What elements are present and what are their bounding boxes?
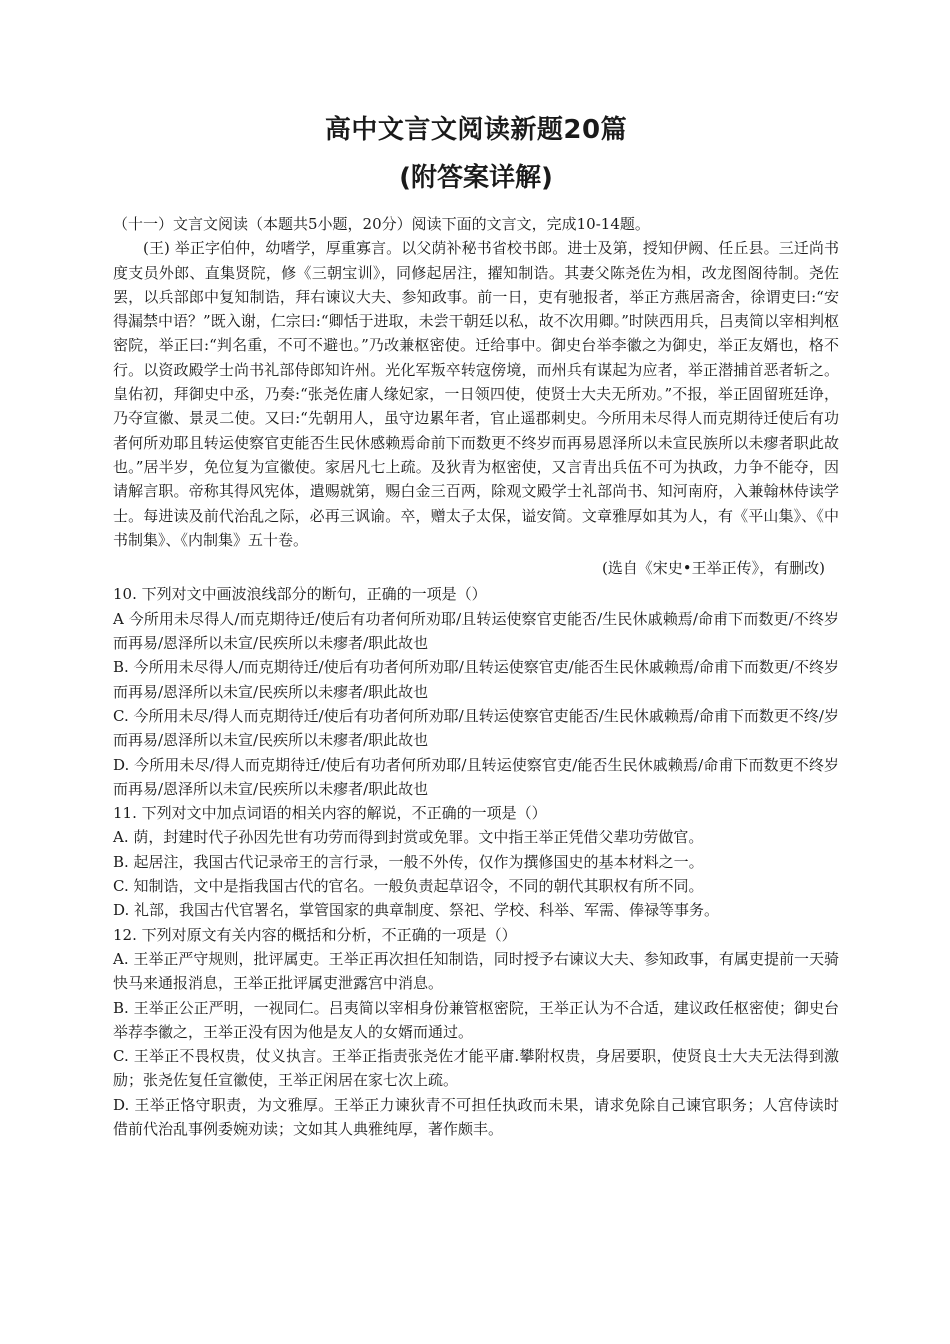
option-d: D. 王举正恪守职责，为文雅厚。王举正力谏狄青不可担任执政而未果，请求免除自己谏官职务；人宫侍读时借前代治乱事例委婉劝读；文如其人典雅纯厚，著作颇丰。: [113, 1095, 839, 1138]
option-b: B. 今所用未尽得人/而克期待迁/使后有功者何所劝耶/且转运使察官吏/能否生民休戚赖焉/命甫下而数更/不终岁而再易/恩泽所以未宣/民疾所以未瘳者/职此故也: [113, 658, 839, 701]
document-subtitle: (附答案详解): [399, 163, 553, 193]
classical-passage: (王) 举正字伯仲，幼嗜学，厚重寡言。以父荫补秘书省校书郎。进士及第，授知伊阙、任丘县。三迁尚书度支员外郎、直集贤院，修《三朝宝训》，同修起居注，擢知制诰。其妻父陈尧佐为相，改龙图阁待制。尧佐罢，以兵部郎中复知制诰，拜右谏议大夫、参知政事。前一日，吏有驰报者，举正方燕居斋舍，徐谓吏曰:“安得漏禁中语？”既入谢，仁宗曰:“卿恬于进取，未尝干朝廷以私，故不次用卿。”时陕西用兵，吕夷简以宰相判枢密院，举正曰:“判名重，不可不避也。”乃改兼枢密使。迁给事中。御史台举李徽之为御史，举正友婿也，格不行。以资政殿学士尚书礼部侍郎知许州。光化军叛卒转寇傍境，而州兵有谋起为应者，举正潜捕首恶者斩之。皇佑初，拜御史中丞，乃奏:“张尧佐庸人缘妃家，一日领四使，使贤士大夫无所劝。”不报，举正固留班廷诤，乃夺宣徽、景灵二使。又曰:“先朝用人，虽守边累年者，官止遥郡刺史。今所用未尽得人而克期待迁使后有功者何所劝耶且转运使察官吏能否生民休感赖焉命前下而数更不终岁而再易恩泽所以未宣民族所以未瘳者职此故也。”居半岁，免位复为宣徽使。家居凡七上疏。及狄青为枢密使，又言青出兵伍不可为执政，力争不能夺，因请解言职。帝称其得风宪体，遣赐就第，赐白金三百两，除观文殿学士礼部尚书、知河南府，入兼翰林侍读学士。每进读及前代治乱之际，必再三讽谕。卒，赠太子太保，谥安简。文章雅厚如其为人，有《平山集》、《中书制集》、《内制集》五十卷。: [113, 239, 839, 549]
question-stem: 11. 下列对文中加点词语的相关内容的解说，不正确的一项是（）: [113, 804, 547, 823]
option-b: B. 王举正公正严明，一视同仁。吕夷简以宰相身份兼管枢密院，王举正认为不合适，建议政任枢密使；御史台举荐李徽之，王举正没有因为他是友人的女婿而通过。: [113, 998, 839, 1041]
option-a: A 今所用未尽得人/而克期待迁/使后有功者何所劝耶/且转运使察官吏能否/生民休戚赖焉/命甫下而数更/不终岁而再易/恩泽所以未宣/民疾所以未瘳者/职此故也: [113, 609, 839, 653]
option-b: B. 起居注，我国古代记录帝王的言行录，一般不外传，仅作为撰修国史的基本材料之一。: [113, 852, 704, 871]
question-stem: 12. 下列对原文有关内容的概括和分析，不正确的一项是（）: [113, 925, 517, 944]
option-d: D. 礼部，我国古代官署名，掌管国家的典章制度、祭祀、学校、科举、军需、俸禄等事务。: [113, 901, 720, 920]
option-a: A. 荫，封建时代子孙因先世有功劳而得到封赏或免罪。文中指王举正凭借父辈功劳做官。: [113, 828, 704, 847]
document-title: 高中文言文阅读新题20篇: [324, 115, 628, 145]
question-12: [113, 923, 839, 1142]
option-d: D. 今所用未尽/得人而克期待迁/使后有功者何所劝耶/且转运使察官吏/能否生民休戚赖焉/命甫下而数更不终岁而再易/恩泽所以未宣/民疾所以未瘳者/职此故也: [113, 755, 839, 798]
document-page: [113, 108, 839, 1141]
passage-source: (选自《宋史•王举正传》，有删改): [601, 559, 825, 578]
question-10: [113, 582, 839, 801]
option-c: C. 知制诰，文中是指我国古代的官名。一般负责起草诏令，不同的朝代其职权有所不同。: [113, 877, 704, 896]
option-a: A. 王举正严守规则，批评属吏。王举正再次担任知制诰，同时授予右谏议大夫、参知政事，有属吏提前一天骑快马来通报消息，王举正批评属吏泄露宫中消息。: [113, 949, 839, 993]
section-intro: （十一）文言文阅读（本题共5小题，20分）阅读下面的文言文，完成10-14题。: [113, 215, 650, 233]
question-stem: 10. 下列对文中画波浪线部分的断句，正确的一项是（）: [113, 585, 487, 604]
option-c: C. 王举正不畏权贵，仗义执言。王举正指责张尧佐才能平庸.攀附权贵，身居要职，使贤良士大夫无法得到激励；张尧佐复任宣徽使，王举正闲居在家七次上疏。: [113, 1047, 839, 1090]
option-c: C. 今所用未尽/得人而克期待迁/使后有功者何所劝耶/且转运使察官吏能否/生民休戚赖焉/命甫下而数更不终/岁而再易/恩泽所以未宣/民疾所以未瘳者/职此故也: [113, 706, 839, 750]
question-11: [113, 801, 839, 922]
